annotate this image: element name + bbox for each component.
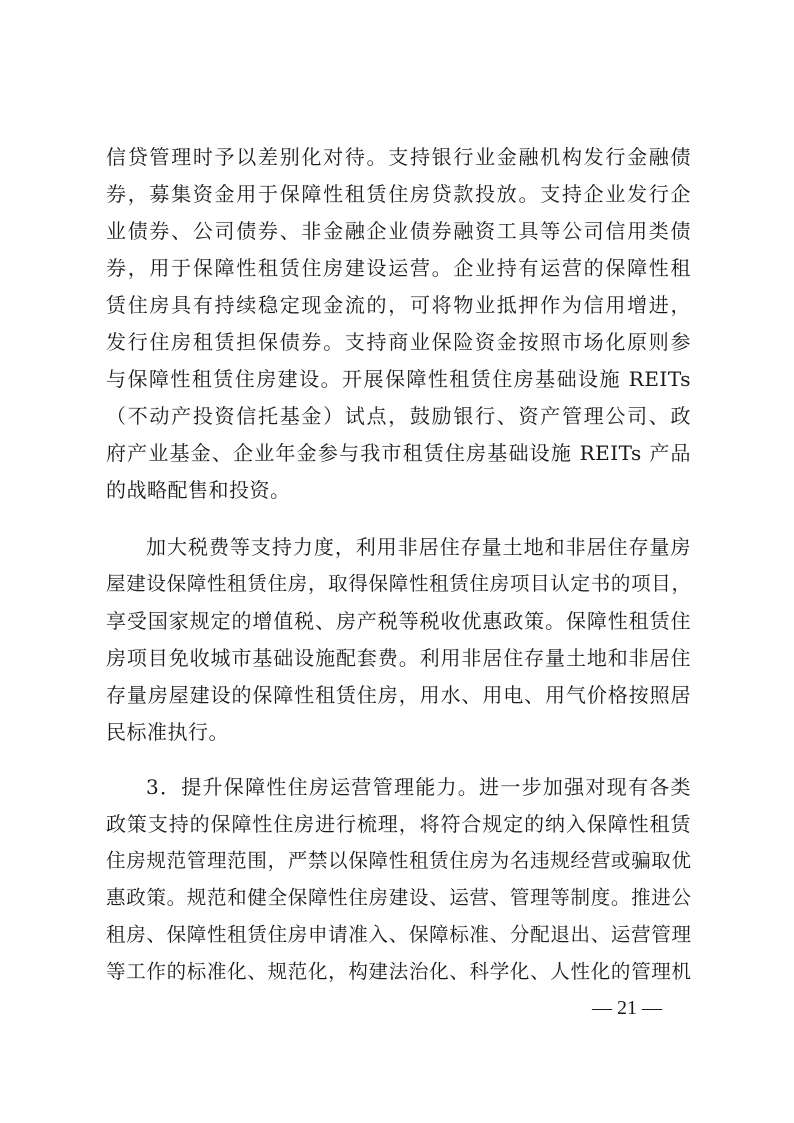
paragraph-1-line-10: 的战略配售和投资。 (106, 478, 291, 502)
paragraph-1-line-3: 业债券、公司债券、非金融企业债券融资工具等公司信用类债 (106, 219, 691, 243)
paragraph-1-line-2: 券，募集资金用于保障性租赁住房贷款投放。支持企业发行企 (106, 182, 691, 206)
paragraph-3-line-6: 等工作的标准化、规范化，构建法治化、科学化、人性化的管理机 (106, 960, 691, 983)
paragraph-2-line-1: 加大税费等支持力度，利用非居住存量土地和非居住存量房 (146, 535, 691, 559)
paragraph-3-line-2: 政策支持的保障性住房进行梳理，将符合规定的纳入保障性租赁 (106, 812, 691, 836)
paragraph-3-line-3: 住房规范管理范围，严禁以保障性租赁住房为名违规经营或骗取优 (106, 849, 691, 872)
paragraph-2-line-5: 存量房屋建设的保障性租赁住房，用水、用电、用气价格按照居 (106, 683, 691, 707)
paragraph-3-line-1: 3．提升保障性住房运营管理能力。进一步加强对现有各类 (146, 775, 691, 799)
page-number: — 21 — (592, 997, 662, 1019)
paragraph-2-line-6: 民标准执行。 (106, 720, 229, 744)
paragraph-1-line-8: （不动产投资信托基金）试点，鼓励银行、资产管理公司、政 (106, 404, 691, 428)
paragraph-3-line-5: 租房、保障性租赁住房申请准入、保障标准、分配退出、运营管理 (106, 923, 691, 946)
paragraph-1-line-1: 信贷管理时予以差别化对待。支持银行业金融机构发行金融债 (106, 145, 691, 169)
paragraph-3-line-4: 惠政策。规范和健全保障性住房建设、运营、管理等制度。推进公 (106, 886, 691, 909)
paragraph-2-line-3: 享受国家规定的增值税、房产税等税收优惠政策。保障性租赁住 (106, 609, 691, 633)
paragraph-1-line-4: 券，用于保障性租赁住房建设运营。企业持有运营的保障性租 (106, 256, 691, 280)
paragraph-1-line-7: 与保障性租赁住房建设。开展保障性租赁住房基础设施 REITs (106, 367, 691, 391)
paragraph-1-line-6: 发行住房租赁担保债券。支持商业保险资金按照市场化原则参 (106, 330, 691, 354)
paragraph-1-line-5: 赁住房具有持续稳定现金流的，可将物业抵押作为信用增进， (106, 293, 691, 317)
paragraph-2-line-2: 屋建设保障性租赁住房，取得保障性租赁住房项目认定书的项目， (106, 572, 691, 595)
paragraph-2-line-4: 房项目免收城市基础设施配套费。利用非居住存量土地和非居住 (106, 646, 691, 670)
paragraph-1-line-9: 府产业基金、企业年金参与我市租赁住房基础设施 REITs 产品 (106, 441, 691, 465)
